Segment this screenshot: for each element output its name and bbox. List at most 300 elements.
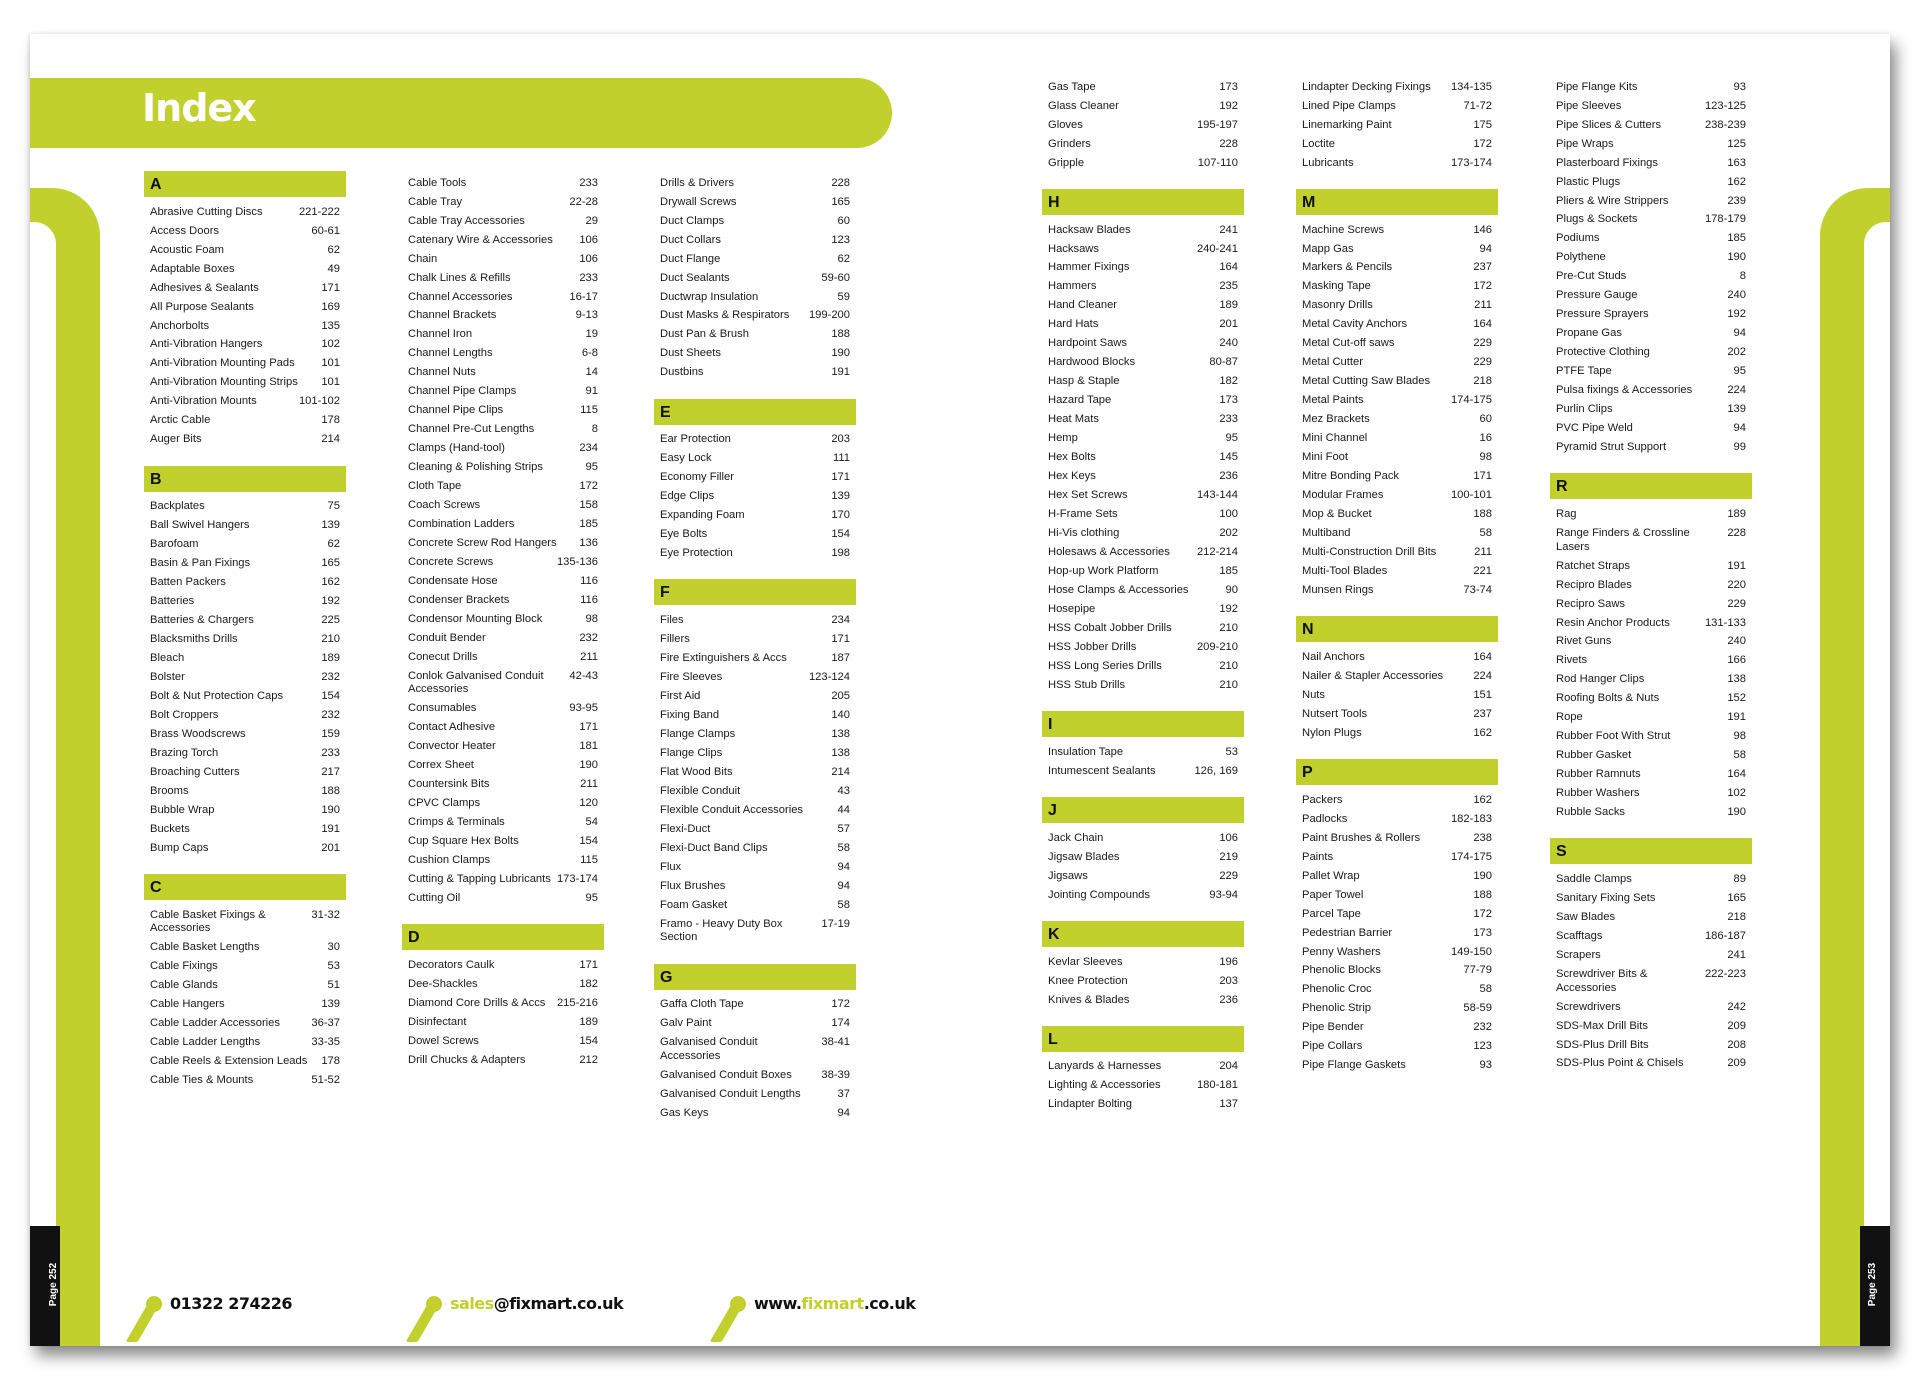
entry-page: 58 <box>837 841 850 854</box>
section-letter: B <box>150 470 162 488</box>
entry-page: 80-87 <box>1209 356 1238 369</box>
entry-page: 174-175 <box>1450 394 1492 407</box>
entry-name: Channel Pipe Clamps <box>408 385 517 398</box>
entry-name: Backplates <box>150 500 205 513</box>
entry-page: 59-60 <box>821 271 850 284</box>
entry-name: Podiums <box>1556 232 1600 245</box>
index-entry <box>1296 116 1498 135</box>
entry-name: Pipe Flange Kits <box>1556 80 1638 93</box>
entry-page: 185 <box>1219 564 1238 577</box>
index-column <box>654 174 856 1123</box>
catalogue-spread <box>30 34 1890 1346</box>
index-column <box>1550 78 1752 1074</box>
index-entry <box>1550 785 1752 804</box>
entry-name: Bolt Croppers <box>150 708 219 721</box>
entry-name: Munsen Rings <box>1302 583 1374 596</box>
entry-page: 43 <box>837 784 850 797</box>
entry-page: 154 <box>831 528 850 541</box>
index-entry <box>402 667 604 700</box>
index-entry <box>1550 728 1752 747</box>
index-entry <box>1550 889 1752 908</box>
entry-page: 190 <box>831 347 850 360</box>
index-entry <box>1042 524 1244 543</box>
index-entry <box>402 814 604 833</box>
index-entry <box>1550 557 1752 576</box>
entry-page: 201 <box>321 841 340 854</box>
entry-name: Dust Pan & Brush <box>660 328 749 341</box>
index-entry <box>1550 524 1752 557</box>
entry-page: 116 <box>580 575 598 588</box>
entry-page: 173-174 <box>1450 156 1492 169</box>
entry-name: Flange Clamps <box>660 727 736 740</box>
entry-page: 178 <box>321 414 340 427</box>
entry-page: 181 <box>579 740 598 753</box>
index-entry <box>654 269 856 288</box>
entry-name: SDS-Plus Point & Chisels <box>1556 1057 1684 1070</box>
entry-page: 152 <box>1727 692 1746 705</box>
index-entry <box>402 383 604 402</box>
entry-page: 139 <box>1727 403 1746 416</box>
index-entry <box>144 412 346 431</box>
index-entry <box>1296 981 1498 1000</box>
entry-name: Multi-Construction Drill Bits <box>1302 546 1437 558</box>
entry-page: 163 <box>1727 156 1746 169</box>
entry-page: 236 <box>1219 470 1238 483</box>
index-entry <box>402 1051 604 1070</box>
entry-page: 164 <box>1727 768 1746 781</box>
entry-page: 135 <box>321 319 340 332</box>
entry-page: 210 <box>1219 621 1238 634</box>
entry-page: 189 <box>579 1016 598 1028</box>
entry-page: 203 <box>1219 974 1238 987</box>
entry-page: 214 <box>831 765 850 778</box>
entry-name: Roofing Bolts & Nuts <box>1556 692 1660 705</box>
entry-name: Batteries & Chargers <box>150 614 254 627</box>
entry-name: Plugs & Sockets <box>1556 213 1638 226</box>
index-entry <box>144 374 346 393</box>
entry-name: Ball Swivel Hangers <box>150 519 250 532</box>
index-entry <box>1550 325 1752 344</box>
entry-name: Blacksmiths Drills <box>150 633 238 646</box>
index-entry <box>1296 430 1498 449</box>
index-entry <box>402 269 604 288</box>
section-header <box>402 924 604 950</box>
section-gap <box>144 858 346 868</box>
entry-page: 164 <box>1473 318 1492 331</box>
index-entry <box>1042 676 1244 695</box>
index-entry <box>1042 562 1244 581</box>
entry-name: Phenolic Strip <box>1302 1002 1372 1015</box>
entry-name: Pyramid Strut Support <box>1556 441 1667 454</box>
index-entry <box>1550 438 1752 457</box>
entry-name: Diamond Core Drills & Accs <box>408 997 546 1010</box>
entry-page: 190 <box>579 759 598 772</box>
index-entry <box>1550 747 1752 766</box>
section-letter: F <box>660 584 670 602</box>
entry-name: Fixing Band <box>660 708 720 721</box>
entry-page: 151 <box>1473 688 1492 701</box>
section-letter: S <box>1556 843 1567 861</box>
section-header <box>1042 1026 1244 1052</box>
index-entry <box>1042 135 1244 154</box>
entry-page: 102 <box>1727 787 1746 800</box>
entry-page: 123-124 <box>808 671 850 684</box>
web-prefix-text: www. <box>754 1294 802 1313</box>
entry-page: 154 <box>579 1034 598 1047</box>
index-entry <box>1296 524 1498 543</box>
index-entry <box>1550 230 1752 249</box>
entry-page: 94 <box>1733 327 1746 340</box>
index-entry <box>144 1033 346 1052</box>
entry-page: 102 <box>321 338 340 351</box>
entry-name: Broaching Cutters <box>150 765 240 778</box>
section-header <box>144 874 346 900</box>
index-entry <box>654 469 856 488</box>
index-entry <box>402 553 604 572</box>
index-entry <box>402 994 604 1013</box>
entry-page: 137 <box>1219 1098 1238 1111</box>
index-entry <box>1042 848 1244 867</box>
index-entry <box>402 326 604 345</box>
index-entry <box>1042 762 1244 781</box>
entry-name: Packers <box>1302 793 1343 806</box>
entry-name: Hacksaws <box>1048 242 1099 255</box>
entry-page: 175 <box>1473 118 1492 131</box>
entry-name: Barofoam <box>150 538 199 551</box>
index-entry <box>1042 600 1244 619</box>
entry-page: 91 <box>585 385 598 398</box>
footer-email[interactable] <box>450 1294 623 1313</box>
entry-name: Pipe Bender <box>1302 1021 1364 1034</box>
index-banner <box>30 78 892 148</box>
entry-page: 225 <box>321 614 340 627</box>
index-entry <box>1042 886 1244 905</box>
index-entry <box>402 833 604 852</box>
index-entry <box>1550 173 1752 192</box>
entry-page: 165 <box>321 557 340 570</box>
index-entry <box>1550 287 1752 306</box>
index-entry <box>402 212 604 231</box>
index-entry <box>654 744 856 763</box>
index-column <box>402 174 604 1070</box>
entry-page: 222-223 <box>1704 968 1746 980</box>
index-entry <box>144 573 346 592</box>
entry-name: Consumables <box>408 702 477 715</box>
index-entry <box>402 402 604 421</box>
index-entry <box>1296 705 1498 724</box>
entry-page: 62 <box>327 538 340 551</box>
entry-name: Linemarking Paint <box>1302 118 1392 131</box>
entry-name: Brass Woodscrews <box>150 727 246 740</box>
entry-name: Hemp <box>1048 432 1078 445</box>
index-entry <box>144 725 346 744</box>
index-entry <box>402 889 604 908</box>
section-gap <box>1296 600 1498 610</box>
index-entry <box>1296 686 1498 705</box>
entry-page: 59 <box>837 290 850 303</box>
section-gap <box>1296 173 1498 183</box>
index-entry <box>1296 240 1498 259</box>
entry-name: Fire Extinguishers & Accs <box>660 652 787 665</box>
index-entry <box>654 996 856 1015</box>
entry-name: Cable Hangers <box>150 998 225 1011</box>
entry-name: PVC Pipe Weld <box>1556 422 1633 435</box>
entry-name: Mapp Gas <box>1302 242 1354 255</box>
index-entry <box>1550 709 1752 728</box>
index-entry <box>1296 505 1498 524</box>
index-entry <box>654 839 856 858</box>
entry-name: Hard Hats <box>1048 318 1099 331</box>
index-entry <box>1296 1019 1498 1038</box>
index-entry <box>402 440 604 459</box>
entry-page: 242 <box>1727 1000 1746 1013</box>
entry-name: Masonry Drills <box>1302 299 1373 312</box>
index-entry <box>1042 505 1244 524</box>
entry-page: 171 <box>831 471 850 484</box>
index-entry <box>1042 743 1244 762</box>
entry-name: Pipe Slices & Cutters <box>1556 118 1662 131</box>
index-entry <box>1042 972 1244 991</box>
index-entry <box>144 995 346 1014</box>
entry-name: Arctic Cable <box>150 414 211 427</box>
entry-name: Contact Adhesive <box>408 721 496 734</box>
index-column <box>1042 78 1244 1115</box>
entry-page: 221-222 <box>298 205 340 218</box>
index-entry <box>402 345 604 364</box>
index-entry <box>144 222 346 241</box>
entry-name: Flat Wood Bits <box>660 765 733 778</box>
index-entry <box>1550 116 1752 135</box>
index-entry <box>1296 486 1498 505</box>
index-entry <box>1042 411 1244 430</box>
entry-name: Holesaws & Accessories <box>1048 546 1170 558</box>
entry-name: HSS Long Series Drills <box>1048 659 1162 672</box>
entry-name: Countersink Bits <box>408 778 490 791</box>
entry-page: 203 <box>831 433 850 446</box>
entry-name: Easy Lock <box>660 452 712 465</box>
index-entry <box>654 250 856 269</box>
entry-page: 182 <box>579 978 598 991</box>
index-entry <box>654 307 856 326</box>
entry-page: 214 <box>321 433 340 446</box>
index-entry <box>1550 690 1752 709</box>
section-letter: P <box>1302 764 1313 782</box>
entry-page: 95 <box>1733 365 1746 378</box>
entry-name: Metal Cutting Saw Blades <box>1302 375 1431 388</box>
entry-page: 62 <box>837 252 850 265</box>
entry-page: 189 <box>321 652 340 665</box>
entry-name: Saddle Clamps <box>1556 873 1632 886</box>
entry-page: 191 <box>1727 711 1746 724</box>
index-entry <box>654 488 856 507</box>
entry-name: Basin & Pan Fixings <box>150 557 251 570</box>
entry-page: 202 <box>1727 346 1746 359</box>
index-entry <box>144 782 346 801</box>
entry-page: 172 <box>1473 137 1492 150</box>
entry-page: 170 <box>831 509 850 522</box>
entry-name: Channel Lengths <box>408 347 493 360</box>
entry-page: 185 <box>579 518 598 531</box>
section-letter: H <box>1048 193 1060 211</box>
entry-page: 239 <box>1727 194 1746 207</box>
index-entry <box>1042 657 1244 676</box>
index-entry <box>654 526 856 545</box>
entry-page: 143-144 <box>1196 489 1238 502</box>
entry-page: 106 <box>579 252 598 265</box>
index-entry <box>144 241 346 260</box>
section-gap <box>654 948 856 958</box>
index-entry <box>1042 116 1244 135</box>
entry-name: Flange Clips <box>660 746 723 759</box>
index-entry <box>1550 946 1752 965</box>
entry-page: 154 <box>579 835 598 848</box>
index-entry <box>402 719 604 738</box>
index-entry <box>144 839 346 858</box>
index-column <box>144 165 346 1090</box>
entry-name: PTFE Tape <box>1556 365 1612 378</box>
entry-page: 229 <box>1473 337 1492 350</box>
index-entry <box>1550 97 1752 116</box>
entry-page: 98 <box>1733 730 1746 743</box>
entry-page: 241 <box>1219 223 1238 236</box>
entry-name: Cable Reels & Extension Leads <box>150 1055 308 1068</box>
index-entry <box>654 915 856 948</box>
email-accent-text: sales <box>450 1294 494 1313</box>
entry-name: Anti-Vibration Hangers <box>150 338 263 351</box>
footer-website[interactable] <box>754 1294 915 1313</box>
entry-name: Pliers & Wire Strippers <box>1556 194 1669 207</box>
index-entry <box>144 820 346 839</box>
entry-page: 228 <box>1219 137 1238 150</box>
entry-page: 51 <box>327 979 340 992</box>
entry-page: 62 <box>327 243 340 256</box>
entry-name: Paper Towel <box>1302 888 1364 901</box>
entry-name: Recipro Blades <box>1556 578 1632 591</box>
entry-name: Lindapter Bolting <box>1048 1098 1132 1111</box>
index-entry <box>1296 411 1498 430</box>
entry-page: 93 <box>1733 80 1746 93</box>
entry-name: Foam Gasket <box>660 898 728 911</box>
entry-name: Hardpoint Saws <box>1048 337 1127 350</box>
entry-name: HSS Cobalt Jobber Drills <box>1048 621 1172 634</box>
entry-name: Rivets <box>1556 654 1588 667</box>
right-accent-inner <box>1864 222 1890 1346</box>
entry-name: Lubricants <box>1302 156 1354 169</box>
section-header <box>144 466 346 492</box>
entry-page: 77-79 <box>1463 964 1492 977</box>
index-entry <box>1550 965 1752 998</box>
section-header <box>1296 616 1498 642</box>
entry-name: Crimps & Terminals <box>408 816 505 829</box>
index-entry <box>1042 259 1244 278</box>
section-gap <box>1042 1010 1244 1020</box>
index-entry <box>402 776 604 795</box>
entry-page: 182 <box>1219 375 1238 388</box>
entry-name: Anti-Vibration Mounting Strips <box>150 376 298 389</box>
entry-name: Coach Screws <box>408 499 481 512</box>
entry-name: Channel Pre-Cut Lengths <box>408 423 535 436</box>
index-entry <box>144 1014 346 1033</box>
section-header <box>1550 473 1752 499</box>
index-entry <box>144 317 346 336</box>
entry-page: 174-175 <box>1450 850 1492 863</box>
entry-name: Conduit Bender <box>408 631 486 644</box>
index-entry <box>1042 1058 1244 1077</box>
index-entry <box>1296 1000 1498 1019</box>
entry-page: 233 <box>579 176 598 189</box>
section-header <box>1296 189 1498 215</box>
index-entry <box>1042 335 1244 354</box>
entry-name: Channel Nuts <box>408 366 476 379</box>
entry-page: 199-200 <box>808 309 850 322</box>
entry-name: Bolster <box>150 671 185 683</box>
entry-name: Cable Ladder Lengths <box>150 1036 261 1049</box>
index-entry <box>1296 354 1498 373</box>
phone-bullet-stroke <box>126 1306 159 1342</box>
entry-name: Cable Ties & Mounts <box>150 1074 254 1087</box>
entry-name: SDS-Plus Drill Bits <box>1556 1038 1649 1051</box>
entry-page: 42-43 <box>569 669 598 682</box>
entry-page: 173 <box>1219 394 1238 407</box>
web-bullet-stroke <box>710 1306 743 1342</box>
entry-page: 185 <box>1727 232 1746 245</box>
index-entry <box>1550 344 1752 363</box>
entry-page: 101 <box>321 357 340 370</box>
entry-name: Metal Cavity Anchors <box>1302 318 1408 331</box>
index-entry <box>1042 867 1244 886</box>
entry-name: First Aid <box>660 690 701 702</box>
entry-page: 188 <box>1473 508 1492 521</box>
entry-name: Channel Accessories <box>408 290 513 303</box>
entry-name: Duct Sealants <box>660 271 730 284</box>
entry-name: Cutting Oil <box>408 892 461 905</box>
entry-name: Pipe Sleeves <box>1556 99 1622 112</box>
entry-page: 178 <box>321 1055 340 1068</box>
entry-page: 171 <box>831 633 850 646</box>
entry-name: Metal Paints <box>1302 394 1364 407</box>
entry-page: 58 <box>837 898 850 911</box>
section-gap <box>402 908 604 918</box>
entry-page: 162 <box>1473 726 1492 739</box>
index-entry <box>654 611 856 630</box>
index-entry <box>1042 486 1244 505</box>
entry-page: 237 <box>1473 707 1492 720</box>
entry-page: 173 <box>1473 926 1492 939</box>
index-entry <box>1296 886 1498 905</box>
index-entry <box>1296 335 1498 354</box>
index-entry <box>1550 382 1752 401</box>
entry-page: 190 <box>321 803 340 816</box>
entry-name: Mini Foot <box>1302 451 1349 464</box>
index-entry <box>1550 306 1752 325</box>
section-header <box>654 964 856 990</box>
index-entry <box>1550 249 1752 268</box>
index-entry <box>402 956 604 975</box>
entry-name: Condensate Hose <box>408 575 498 588</box>
entry-name: Fire Sleeves <box>660 671 723 684</box>
entry-page: 134-135 <box>1450 80 1492 93</box>
entry-name: Nylon Plugs <box>1302 726 1362 739</box>
entry-page: 182-183 <box>1450 812 1492 825</box>
entry-page: 229 <box>1727 597 1746 610</box>
index-entry <box>654 431 856 450</box>
index-entry <box>1042 221 1244 240</box>
entry-name: Resin Anchor Products <box>1556 616 1670 629</box>
entry-page: 233 <box>321 746 340 759</box>
entry-page: 22-28 <box>569 195 598 208</box>
entry-name: Galvanised Conduit Boxes <box>660 1068 792 1081</box>
index-entry <box>1296 467 1498 486</box>
